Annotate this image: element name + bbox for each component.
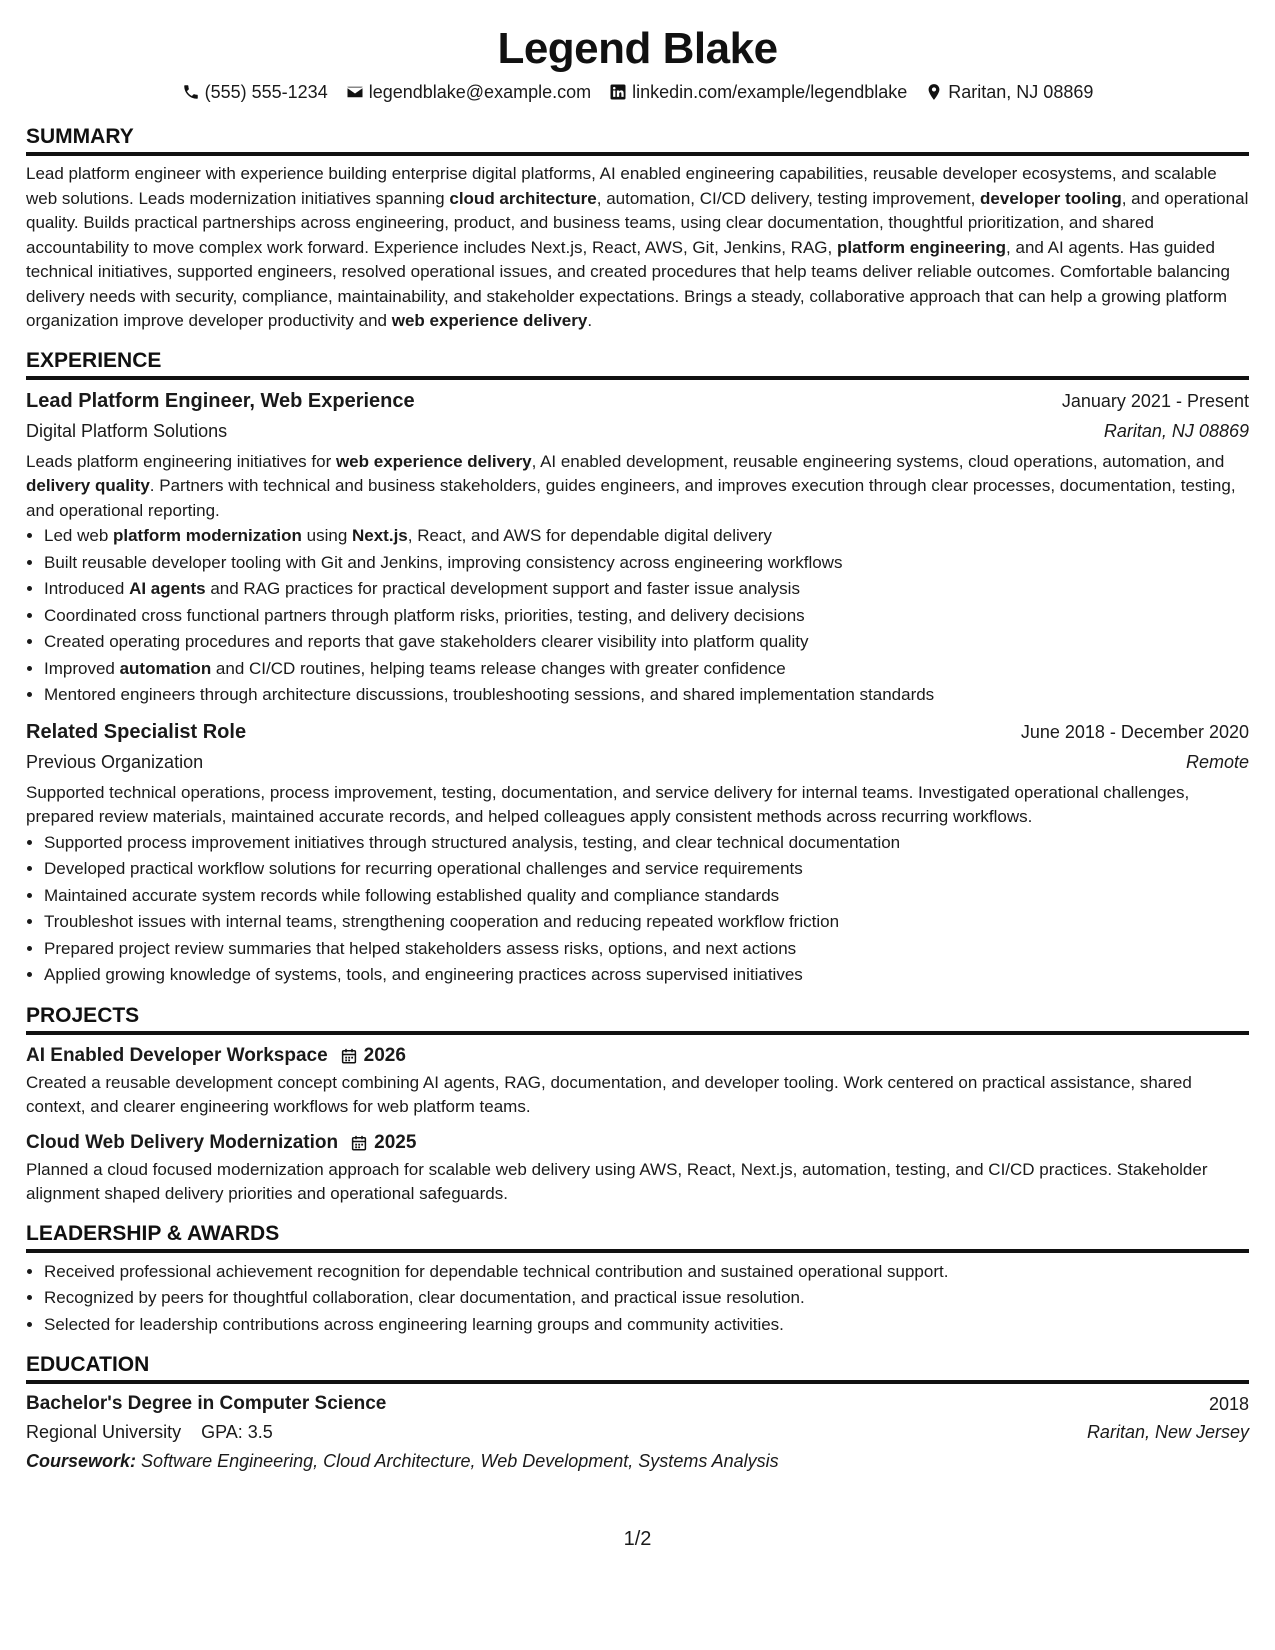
job-description: [26, 781, 1249, 830]
job-bullet: [44, 523, 1249, 550]
contact-line: [26, 80, 1249, 104]
summary-text: [26, 162, 1249, 334]
bold-text: automation: [119, 658, 212, 678]
text-run: Prepared project review summaries that helped stakeholders assess risks, options, and next actions: [44, 938, 797, 958]
job-bullet: [44, 856, 1249, 883]
job-bullets: [26, 830, 1249, 989]
email-text: legendblake@example.com: [368, 82, 592, 102]
bold-text: AI agents: [129, 579, 206, 598]
job-bullet: [44, 909, 1249, 936]
text-run: and RAG practices for practical development support and faster issue analysis: [205, 579, 800, 598]
leadership-section: [26, 1221, 1249, 1339]
text-run: , React, and AWS for dependable digital delivery: [407, 526, 772, 545]
contact-linkedin[interactable]: [609, 80, 907, 104]
text-run: Mentored engineers through architecture discussions, troubleshooting sessions, and shared implementation standards: [44, 685, 935, 704]
text-run: , and operational quality. Builds practical partnerships across engineering, product, and business teams, using clear documentation, thoughtful prioritization, and shared accountability to move complex work forward. Experience includes Next.js, React, AWS, Git, Jenkins, RAG,: [26, 188, 1249, 257]
school: Regional University: [26, 1422, 182, 1442]
contact-location: [925, 80, 1093, 104]
linkedin-text: linkedin.com/example/legendblake: [632, 82, 908, 102]
degree: Bachelor's Degree in Computer Science: [26, 1393, 387, 1414]
education-section: [26, 1352, 1249, 1476]
phone-icon: [182, 83, 200, 101]
project-description: Created a reusable development concept combining AI agents, RAG, documentation, and developer tooling. Work centered on practical assistance, shared context, and clearer engineering workflows for web platform teams.: [26, 1072, 1192, 1116]
job-bullet: [44, 576, 1249, 603]
job-location: Remote: [1185, 751, 1249, 772]
contact-email[interactable]: [346, 80, 591, 104]
school-location: Raritan, New Jersey: [1086, 1422, 1249, 1442]
job-bullet: [44, 682, 1249, 709]
project-name: AI Enabled Developer Workspace: [26, 1044, 328, 1066]
project-entry: [26, 1128, 1249, 1207]
text-run: Troubleshot issues with internal teams, strengthening cooperation and reducing repeated workflow friction: [44, 912, 840, 931]
experience-section: [26, 348, 1249, 989]
section-title-summary: SUMMARY: [26, 124, 1249, 156]
section-title-experience: EXPERIENCE: [26, 348, 1249, 380]
candidate-name: Legend Blake: [497, 24, 778, 73]
job-dates: June 2018 - December 2020: [1020, 721, 1249, 742]
coursework-list: Software Engineering, Cloud Architecture, Web Development, Systems Analysis: [141, 1451, 779, 1471]
text-run: , AI enabled development, reusable engineering systems, cloud operations, automation, and: [531, 451, 1225, 471]
job-description: [26, 450, 1249, 524]
envelope-icon: [346, 83, 364, 101]
summary-section: [26, 124, 1249, 334]
section-title-projects: PROJECTS: [26, 1003, 1249, 1035]
job-title: Related Specialist Role: [26, 720, 247, 743]
bold-text: platform modernization: [113, 526, 302, 545]
page-number: 1/2: [623, 1528, 652, 1550]
job-entry: [26, 717, 1249, 989]
leadership-list: [26, 1259, 1249, 1339]
bold-text: developer tooling: [980, 188, 1122, 208]
text-run: and CI/CD routines, helping teams release changes with greater confidence: [211, 658, 786, 678]
bold-text: delivery quality: [26, 476, 150, 495]
text-run: Supported technical operations, process improvement, testing, documentation, and service delivery for internal teams. Investigated operational challenges, prepared review materials, maintained accurate records, and helped colleagues apply consistent methods across recurring workflows.: [26, 782, 1190, 826]
project-year: 2025: [374, 1131, 417, 1153]
location-text: Raritan, NJ 08869: [948, 82, 1094, 102]
contact-phone: [182, 80, 328, 104]
projects-section: [26, 1003, 1249, 1207]
section-title-leadership: LEADERSHIP & AWARDS: [26, 1221, 1249, 1253]
section-title-education: EDUCATION: [26, 1352, 1249, 1384]
project-entry: [26, 1041, 1249, 1120]
job-bullet: [44, 962, 1249, 989]
job-bullets: [26, 523, 1249, 709]
graduation-year: 2018: [1208, 1394, 1249, 1414]
job-bullet: [44, 550, 1249, 577]
job-company: Previous Organization: [26, 751, 204, 772]
job-bullet: [44, 936, 1249, 963]
coursework-label: Coursework:: [26, 1451, 137, 1471]
resume-page: [26, 0, 1249, 1476]
project-description: Planned a cloud focused modernization approach for scalable web delivery using AWS, React, Next.js, automation, testing, and CI/CD practices. Stakeholder alignment shaped delivery priorities and operational safeguards.: [26, 1159, 1208, 1203]
job-bullet: [44, 883, 1249, 910]
text-run: Coordinated cross functional partners through platform risks, priorities, testing, and delivery decisions: [44, 605, 805, 625]
phone-text: (555) 555-1234: [204, 82, 328, 102]
text-run: Created operating procedures and reports that gave stakeholders clearer visibility into platform quality: [44, 632, 809, 651]
text-run: Led web: [44, 526, 113, 545]
text-run: Developed practical workflow solutions for recurring operational challenges and service requirements: [44, 859, 803, 878]
job-company: Digital Platform Solutions: [26, 420, 228, 441]
job-entry: [26, 386, 1249, 709]
text-run: Maintained accurate system records while following established quality and compliance standards: [44, 885, 780, 905]
map-marker-icon: [925, 83, 943, 101]
bold-text: cloud architecture: [449, 188, 597, 208]
project-year: 2026: [363, 1044, 406, 1066]
calendar-icon: [350, 1134, 368, 1152]
text-run: using: [301, 526, 352, 545]
text-run: Applied growing knowledge of systems, tools, and engineering practices across supervised initiatives: [44, 965, 803, 984]
job-location: Raritan, NJ 08869: [1103, 420, 1249, 441]
text-run: Built reusable developer tooling with Git and Jenkins, improving consistency across engineering workflows: [44, 552, 843, 572]
text-run: Introduced: [44, 579, 130, 598]
text-run: . Partners with technical and business stakeholders, guides engineers, and improves execution through clear processes, documentation, testing, and operational reporting.: [26, 476, 1236, 520]
job-bullet: [44, 830, 1249, 857]
calendar-icon: [340, 1047, 358, 1065]
list-item: • Selected for leadership contributions across engineering learning groups and community activities.: [44, 1312, 1249, 1339]
gpa: GPA: 3.5: [201, 1422, 273, 1442]
text-run: Improved: [44, 658, 120, 678]
coursework: [26, 1446, 1249, 1476]
job-bullet: [44, 629, 1249, 656]
project-name: Cloud Web Delivery Modernization: [26, 1131, 339, 1153]
job-title: Lead Platform Engineer, Web Experience: [26, 389, 415, 412]
text-run: , and AI agents. Has guided technical initiatives, supported engineers, resolved operational issues, and created procedures that help teams deliver reliable outcomes. Comfortable balancing delivery needs with security, compliance, maintainability, and stakeholder expectations. Brings a steady, collaborative approach that can help a growing platform organization improve developer productivity and: [26, 237, 1230, 330]
bold-text: web experience delivery: [391, 311, 588, 330]
text-run: Supported process improvement initiatives through structured analysis, testing, and clear technical documentation: [44, 832, 901, 852]
bold-text: Next.js: [352, 526, 408, 545]
list-item: • Received professional achievement recognition for dependable technical contribution and sustained operational support.: [44, 1259, 1249, 1286]
linkedin-icon: [609, 83, 627, 101]
job-dates: January 2021 - Present: [1061, 390, 1249, 411]
job-bullet: [44, 656, 1249, 683]
bold-text: platform engineering: [836, 237, 1007, 257]
list-item: • Recognized by peers for thoughtful collaboration, clear documentation, and practical issue resolution.: [44, 1285, 1249, 1312]
text-run: Leads platform engineering initiatives for: [26, 451, 336, 471]
text-run: .: [587, 311, 593, 330]
text-run: , automation, CI/CD delivery, testing improvement,: [596, 188, 981, 208]
text-run: Lead platform engineer with experience building enterprise digital platforms, AI enabled engineering capabilities, reusable developer ecosystems, and scalable web solutions. Leads modernization initiatives spanning: [26, 164, 1217, 208]
bold-text: web experience delivery: [335, 451, 532, 471]
job-bullet: [44, 603, 1249, 630]
